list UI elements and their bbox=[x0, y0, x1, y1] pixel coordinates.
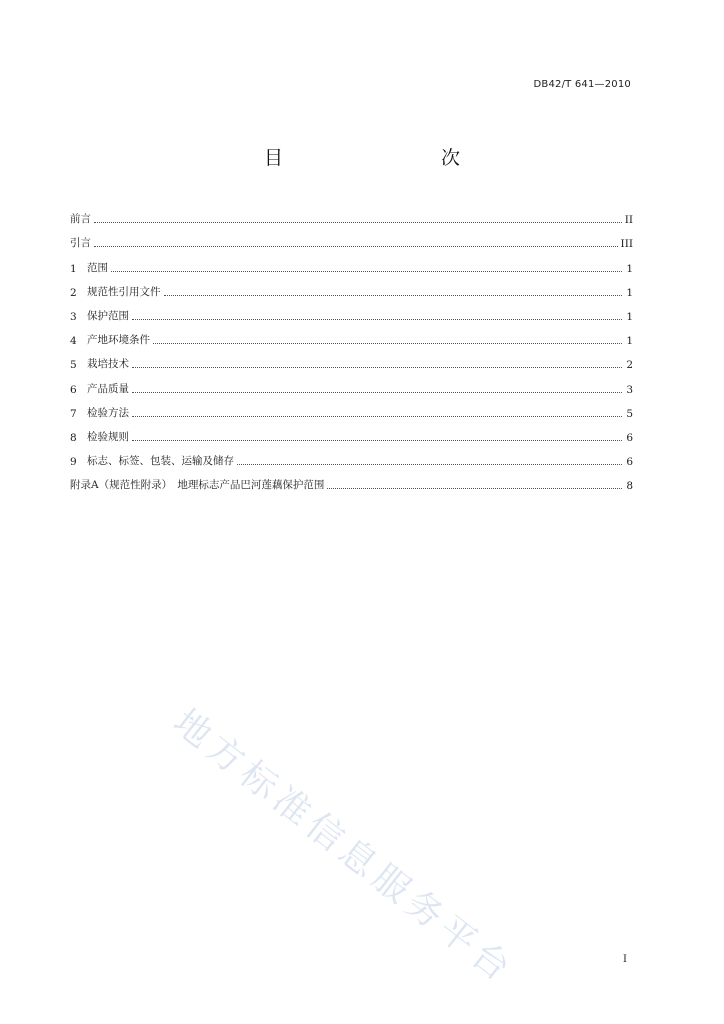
toc-entry-page: III bbox=[620, 238, 633, 251]
toc-entry-page: 2 bbox=[626, 359, 633, 372]
toc-leader bbox=[132, 440, 622, 441]
toc-entry-number: 6 bbox=[70, 383, 77, 396]
toc-leader bbox=[132, 392, 622, 393]
table-of-contents bbox=[70, 202, 633, 492]
toc-leader bbox=[94, 222, 622, 223]
toc-entry[interactable] bbox=[70, 202, 633, 226]
toc-entry[interactable] bbox=[70, 396, 633, 420]
toc-leader bbox=[132, 319, 622, 320]
toc-entry[interactable] bbox=[70, 250, 633, 274]
toc-entry[interactable] bbox=[70, 371, 633, 395]
toc-entry[interactable] bbox=[70, 275, 633, 299]
toc-leader bbox=[327, 488, 622, 489]
toc-leader bbox=[164, 295, 623, 296]
toc-entry-number: 9 bbox=[70, 456, 77, 469]
toc-entry-number: 2 bbox=[70, 286, 77, 299]
toc-entry-page: 1 bbox=[626, 262, 633, 275]
toc-leader bbox=[94, 246, 618, 247]
toc-entry[interactable] bbox=[70, 444, 633, 468]
toc-entry-label: 产品质量 bbox=[87, 382, 129, 395]
toc-entry-page: 6 bbox=[626, 456, 633, 469]
toc-entry-label: 规范性引用文件 bbox=[87, 285, 161, 298]
toc-entry-page: 1 bbox=[626, 335, 633, 348]
toc-entry[interactable] bbox=[70, 226, 633, 250]
toc-entry-label: 前言 bbox=[70, 213, 91, 226]
toc-entry[interactable] bbox=[70, 323, 633, 347]
toc-entry-label: 保护范围 bbox=[87, 309, 129, 322]
toc-leader bbox=[132, 367, 622, 368]
toc-entry-number: 8 bbox=[70, 431, 77, 444]
toc-leader bbox=[132, 416, 622, 417]
toc-leader bbox=[153, 343, 622, 344]
page-number: I bbox=[623, 954, 627, 965]
toc-entry-page: 6 bbox=[626, 431, 633, 444]
standard-code: DB42/T 641—2010 bbox=[533, 79, 631, 90]
watermark: 地方标准信息服务平台 bbox=[165, 701, 522, 993]
page-title: 目 次 bbox=[263, 147, 500, 169]
toc-entry-page: II bbox=[624, 214, 633, 227]
toc-entry-label: 附录A（规范性附录） 地理标志产品巴河莲藕保护范围 bbox=[70, 479, 325, 492]
toc-entry-label: 产地环境条件 bbox=[87, 334, 150, 347]
toc-entry-page: 1 bbox=[626, 286, 633, 299]
toc-entry-number: 3 bbox=[70, 310, 77, 323]
toc-entry-number: 4 bbox=[70, 335, 77, 348]
toc-entry-label: 标志、标签、包装、运输及储存 bbox=[87, 455, 234, 468]
toc-entry[interactable] bbox=[70, 299, 633, 323]
toc-leader bbox=[111, 271, 622, 272]
toc-entry-page: 8 bbox=[626, 480, 633, 493]
toc-entry[interactable] bbox=[70, 468, 633, 492]
toc-entry-page: 1 bbox=[626, 310, 633, 323]
toc-entry-number: 5 bbox=[70, 359, 77, 372]
toc-entry-label: 范围 bbox=[87, 261, 108, 274]
toc-entry-label: 栽培技术 bbox=[87, 358, 129, 371]
toc-entry-label: 检验方法 bbox=[87, 406, 129, 419]
toc-entry-page: 5 bbox=[626, 407, 633, 420]
toc-entry-label: 引言 bbox=[70, 237, 91, 250]
toc-entry[interactable] bbox=[70, 420, 633, 444]
toc-leader bbox=[237, 464, 622, 465]
toc-entry-number: 1 bbox=[70, 262, 77, 275]
toc-entry-number: 7 bbox=[70, 407, 77, 420]
toc-entry[interactable] bbox=[70, 347, 633, 371]
toc-entry-page: 3 bbox=[626, 383, 633, 396]
toc-entry-label: 检验规则 bbox=[87, 430, 129, 443]
